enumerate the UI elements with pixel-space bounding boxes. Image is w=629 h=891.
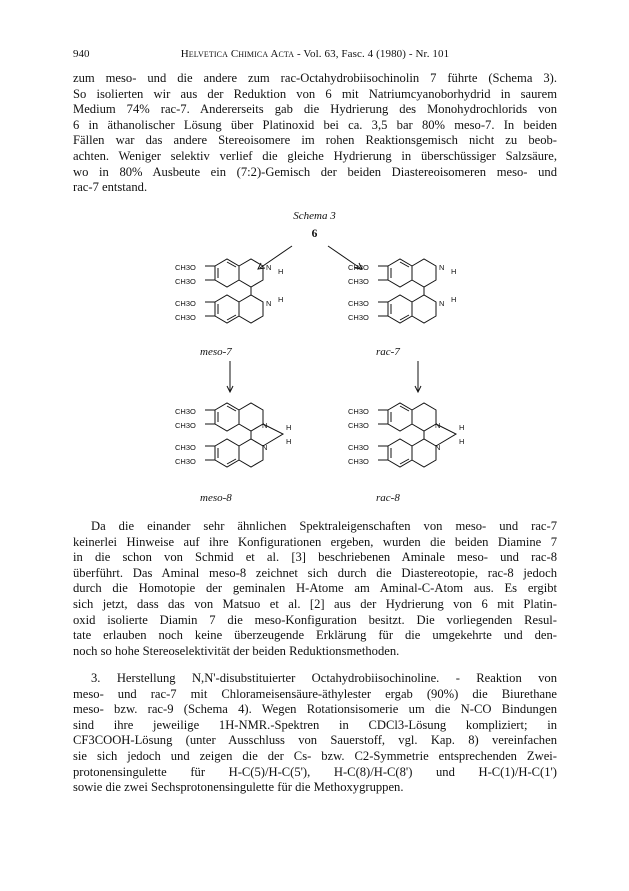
text-line: durch die Homotopie der geminalen H-Atome am Aminal-C-Atom aus. Es ergibt xyxy=(73,581,557,596)
structure-rac-7 xyxy=(378,259,436,323)
atom-label: N xyxy=(262,421,268,430)
section-heading-line: 3. Herstellung N,N'-disubstituierter Octahydrobiisochinoline. - Reaktion von xyxy=(91,671,557,685)
atom-label: H xyxy=(459,437,465,446)
text-line: oxid isolierte Diamin 7 die meso-Konfiguration besitzt. Die vorliegenden Resul- xyxy=(73,612,557,627)
atom-label: N xyxy=(439,263,445,272)
journal-name: Helvetica Chimica Acta xyxy=(180,48,295,60)
atom-label: CH3O xyxy=(348,421,369,430)
atom-label: CH3O xyxy=(175,443,196,452)
atom-label: CH3O xyxy=(348,313,369,322)
atom-label: H xyxy=(459,423,465,432)
text-line: noch so hohe Stereoselektivität der beiden Reduktionsmethoden. xyxy=(73,643,400,658)
atom-label: N xyxy=(266,263,272,272)
text-line: meso- bzw. rac-9 (Schema 4). Wegen Rotationsisomerie um die N-CO Bindungen xyxy=(73,702,557,717)
text-line: achten. Weniger selektiv verlief die gleiche Hydrierung in überschüssiger Salzsäure, xyxy=(73,148,557,163)
structure-meso-7 xyxy=(205,259,263,323)
atom-label: CH3O xyxy=(348,277,369,286)
reaction-scheme-diagram xyxy=(150,236,480,506)
atom-label: H xyxy=(278,295,284,304)
atom-label: CH3O xyxy=(348,407,369,416)
label-rac-8: rac-8 xyxy=(376,492,400,504)
text-line: rac-7 entstand. xyxy=(73,180,148,195)
text-line: sich jetzt, dass das von Matsuo et al. [2] aus der Hydrierung von 6 mit Platin- xyxy=(73,596,557,611)
text-line: CF3COOH-Lösung (unter Ausschluss von Sauerstoff, vgl. Kap. 8) vereinfachen xyxy=(73,733,557,748)
text-line: protonensingulette für H-C(5)/H-C(5'), H-C(8)/H-C(8') und H-C(1)/H-C(1') xyxy=(73,764,557,779)
text-line: wo in 80% Ausbeute ein (7:2)-Gemisch der beiden Diastereoisomeren meso- und xyxy=(73,164,557,179)
paragraph-2 xyxy=(73,519,557,659)
atom-label: CH3O xyxy=(175,277,196,286)
atom-label: N xyxy=(435,421,441,430)
atom-label: CH3O xyxy=(175,457,196,466)
scheme-title: Schema 3 xyxy=(293,210,336,222)
text-line: 6 in äthanolischer Lösung über Platinoxid bei ca. 3,5 bar 80% meso-7. In beiden xyxy=(73,117,557,132)
label-rac-7: rac-7 xyxy=(376,346,400,358)
atom-label: H xyxy=(451,295,457,304)
paragraph-1 xyxy=(73,71,557,196)
text-line: So isolierten wir aus der Reduktion von 6 mit Natriumcyanoborhydrid in saurem xyxy=(73,86,557,101)
atom-label: H xyxy=(451,267,457,276)
label-meso-8: meso-8 xyxy=(200,492,232,504)
atom-label: CH3O xyxy=(175,407,196,416)
atom-label: CH3O xyxy=(175,313,196,322)
arrow-to-meso-7 xyxy=(260,246,292,268)
text-line: sie sich jedoch und zeigen die der Cs- bzw. C2-Symmetrie entsprechenden Zwei- xyxy=(73,748,557,763)
atom-label: H xyxy=(278,267,284,276)
atom-label: N xyxy=(435,443,441,452)
running-header xyxy=(73,48,557,62)
atom-label: N xyxy=(266,299,272,308)
atom-label: CH3O xyxy=(175,299,196,308)
structure-meso-8 xyxy=(205,403,283,467)
text-line: zum meso- und die andere zum rac-Octahydrobiisochinolin 7 führte (Schema 3). xyxy=(73,71,557,85)
atom-label: CH3O xyxy=(175,263,196,272)
page-number: 940 xyxy=(73,48,90,60)
text-line: in die schon von Schmid et al. [3] beschriebenen Aminale meso- und rac-8 xyxy=(73,550,557,565)
text-line: keinerlei Hinweise auf ihre Konfigurationen ergeben, wurden die beiden Diamine 7 xyxy=(73,534,557,549)
atom-label: CH3O xyxy=(348,443,369,452)
text-line: überführt. Das Aminal meso-8 zeichnet sich durch die Diastereotopie, rac-8 jedoch xyxy=(73,565,557,580)
label-meso-7: meso-7 xyxy=(200,346,232,358)
atom-label: H xyxy=(286,437,292,446)
text-line: sind ihre jeweilige 1H-NMR.-Spektren in CDCl3-Lösung kompliziert; in xyxy=(73,717,557,732)
journal-citation xyxy=(73,48,557,60)
text-line: sowie die zwei Sechsprotonensingulette für die Methoxygruppen. xyxy=(73,780,404,795)
atom-label: CH3O xyxy=(348,457,369,466)
structure-rac-8 xyxy=(378,403,456,467)
atom-label: CH3O xyxy=(348,263,369,272)
text-line: Medium 74% rac-7. Andererseits gab die Hydrierung des Monohydrochlorids von xyxy=(73,102,557,117)
paragraph-3 xyxy=(73,671,557,796)
text-line: tate erlauben noch keine überzeugende Erklärung für die umgekehrte und den- xyxy=(73,628,557,643)
atom-label: N xyxy=(439,299,445,308)
atom-label: H xyxy=(286,423,292,432)
text-line: meso- und rac-7 mit Chlorameisensäure-äthylester ergab (90%) die Biurethane xyxy=(73,686,557,701)
atom-label: CH3O xyxy=(175,421,196,430)
atom-label: CH3O xyxy=(348,299,369,308)
journal-issue: - Vol. 63, Fasc. 4 (1980) - Nr. 101 xyxy=(294,48,450,60)
text-line: Fällen war das andere Stereoisomere im rohen Reaktionsgemisch nicht zu beob- xyxy=(73,133,557,148)
scheme-start-compound: 6 xyxy=(311,228,318,240)
text-line: Da die einander sehr ähnlichen Spektraleigenschaften von meso- und rac-7 xyxy=(91,519,557,533)
atom-label: N xyxy=(262,443,268,452)
